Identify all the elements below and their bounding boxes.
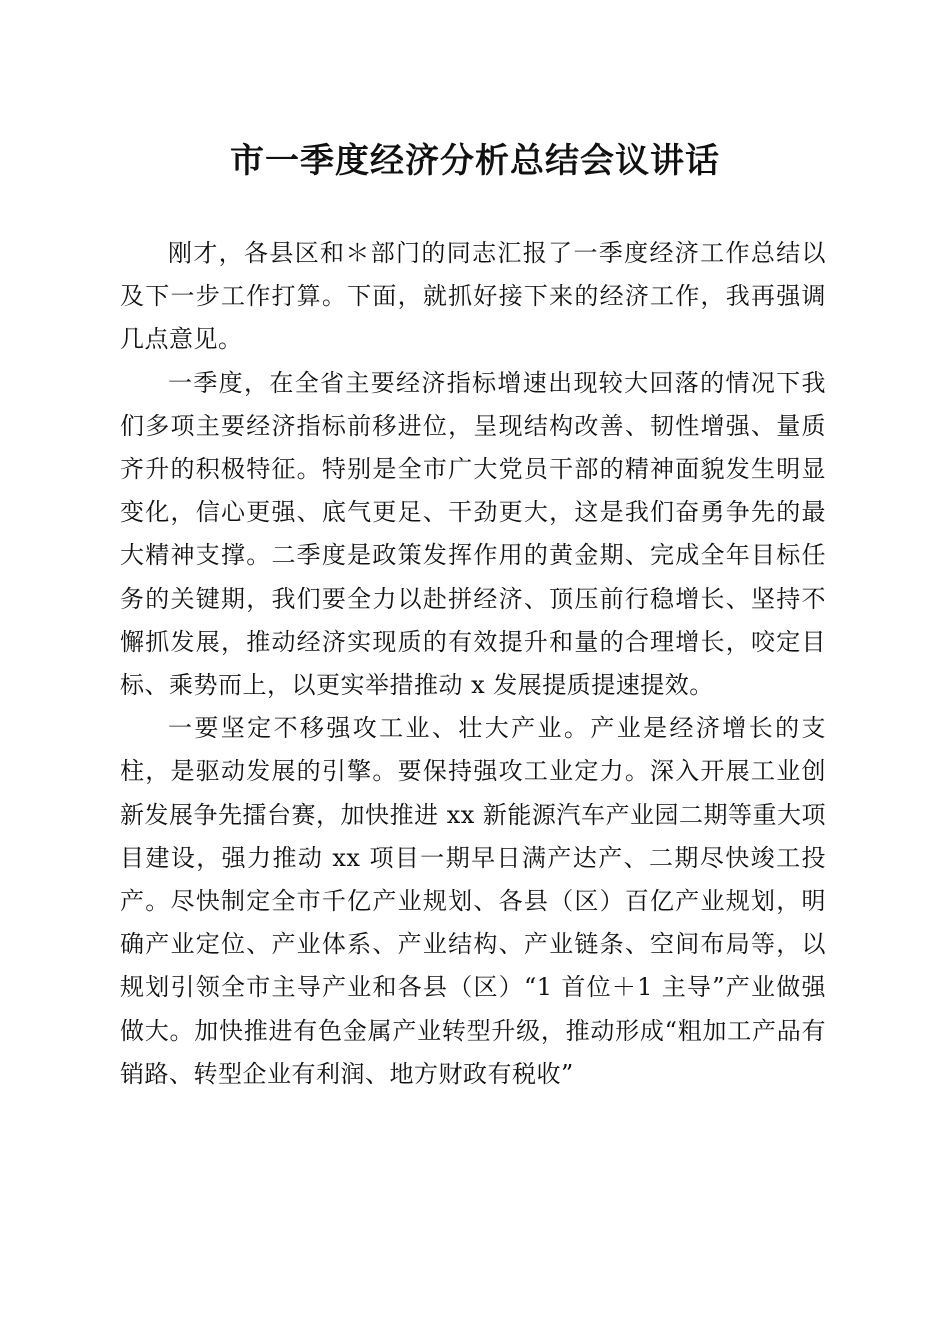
paragraph-industry: 一要坚定不移强攻工业、壮大产业。产业是经济增长的支柱，是驱动发展的引擎。要保持强攻工业定力。深入开展工业创新发展争先擂台赛，加快推进 xx 新能源汽车产业园二期等重大项目建设，强力推动 xx 项目一期早日满产达产、二期尽快竣工投产。尽快制定全市千亿产业规划、各县（区）百亿产业规划，明确产业定位、产业体系、产业结构、产业链条、空间布局等，以规划引领全市主导产业和各县（区）“1 首位＋1 主导”产业做强做大。加快推进有色金属产业转型升级，推动形成“粗加工产品有销路、转型企业有利润、地方财政有税收” bbox=[120, 714, 826, 1088]
document-body bbox=[120, 232, 826, 1096]
paragraph-first-quarter: 一季度，在全省主要经济指标增速出现较大回落的情况下我们多项主要经济指标前移进位，呈现结构改善、韧性增强、量质齐升的积极特征。特别是全市广大党员干部的精神面貌发生明显变化，信心更强、底气更足、干劲更大，这是我们奋勇争先的最大精神支撑。二季度是政策发挥作用的黄金期、完成全年目标任务的关键期，我们要全力以赴拼经济、顶压前行稳增长、坚持不懈抓发展，推动经济实现质的有效提升和量的合理增长，咬定目标、乘势而上，以更实举措推动 x 发展提质提速提效。 bbox=[120, 368, 826, 700]
paragraph-intro: 刚才，各县区和＊部门的同志汇报了一季度经济工作总结以及下一步工作打算。下面，就抓好接下来的经济工作，我再强调几点意见。 bbox=[120, 239, 826, 354]
document-title: 市一季度经济分析总结会议讲话 bbox=[230, 141, 720, 181]
